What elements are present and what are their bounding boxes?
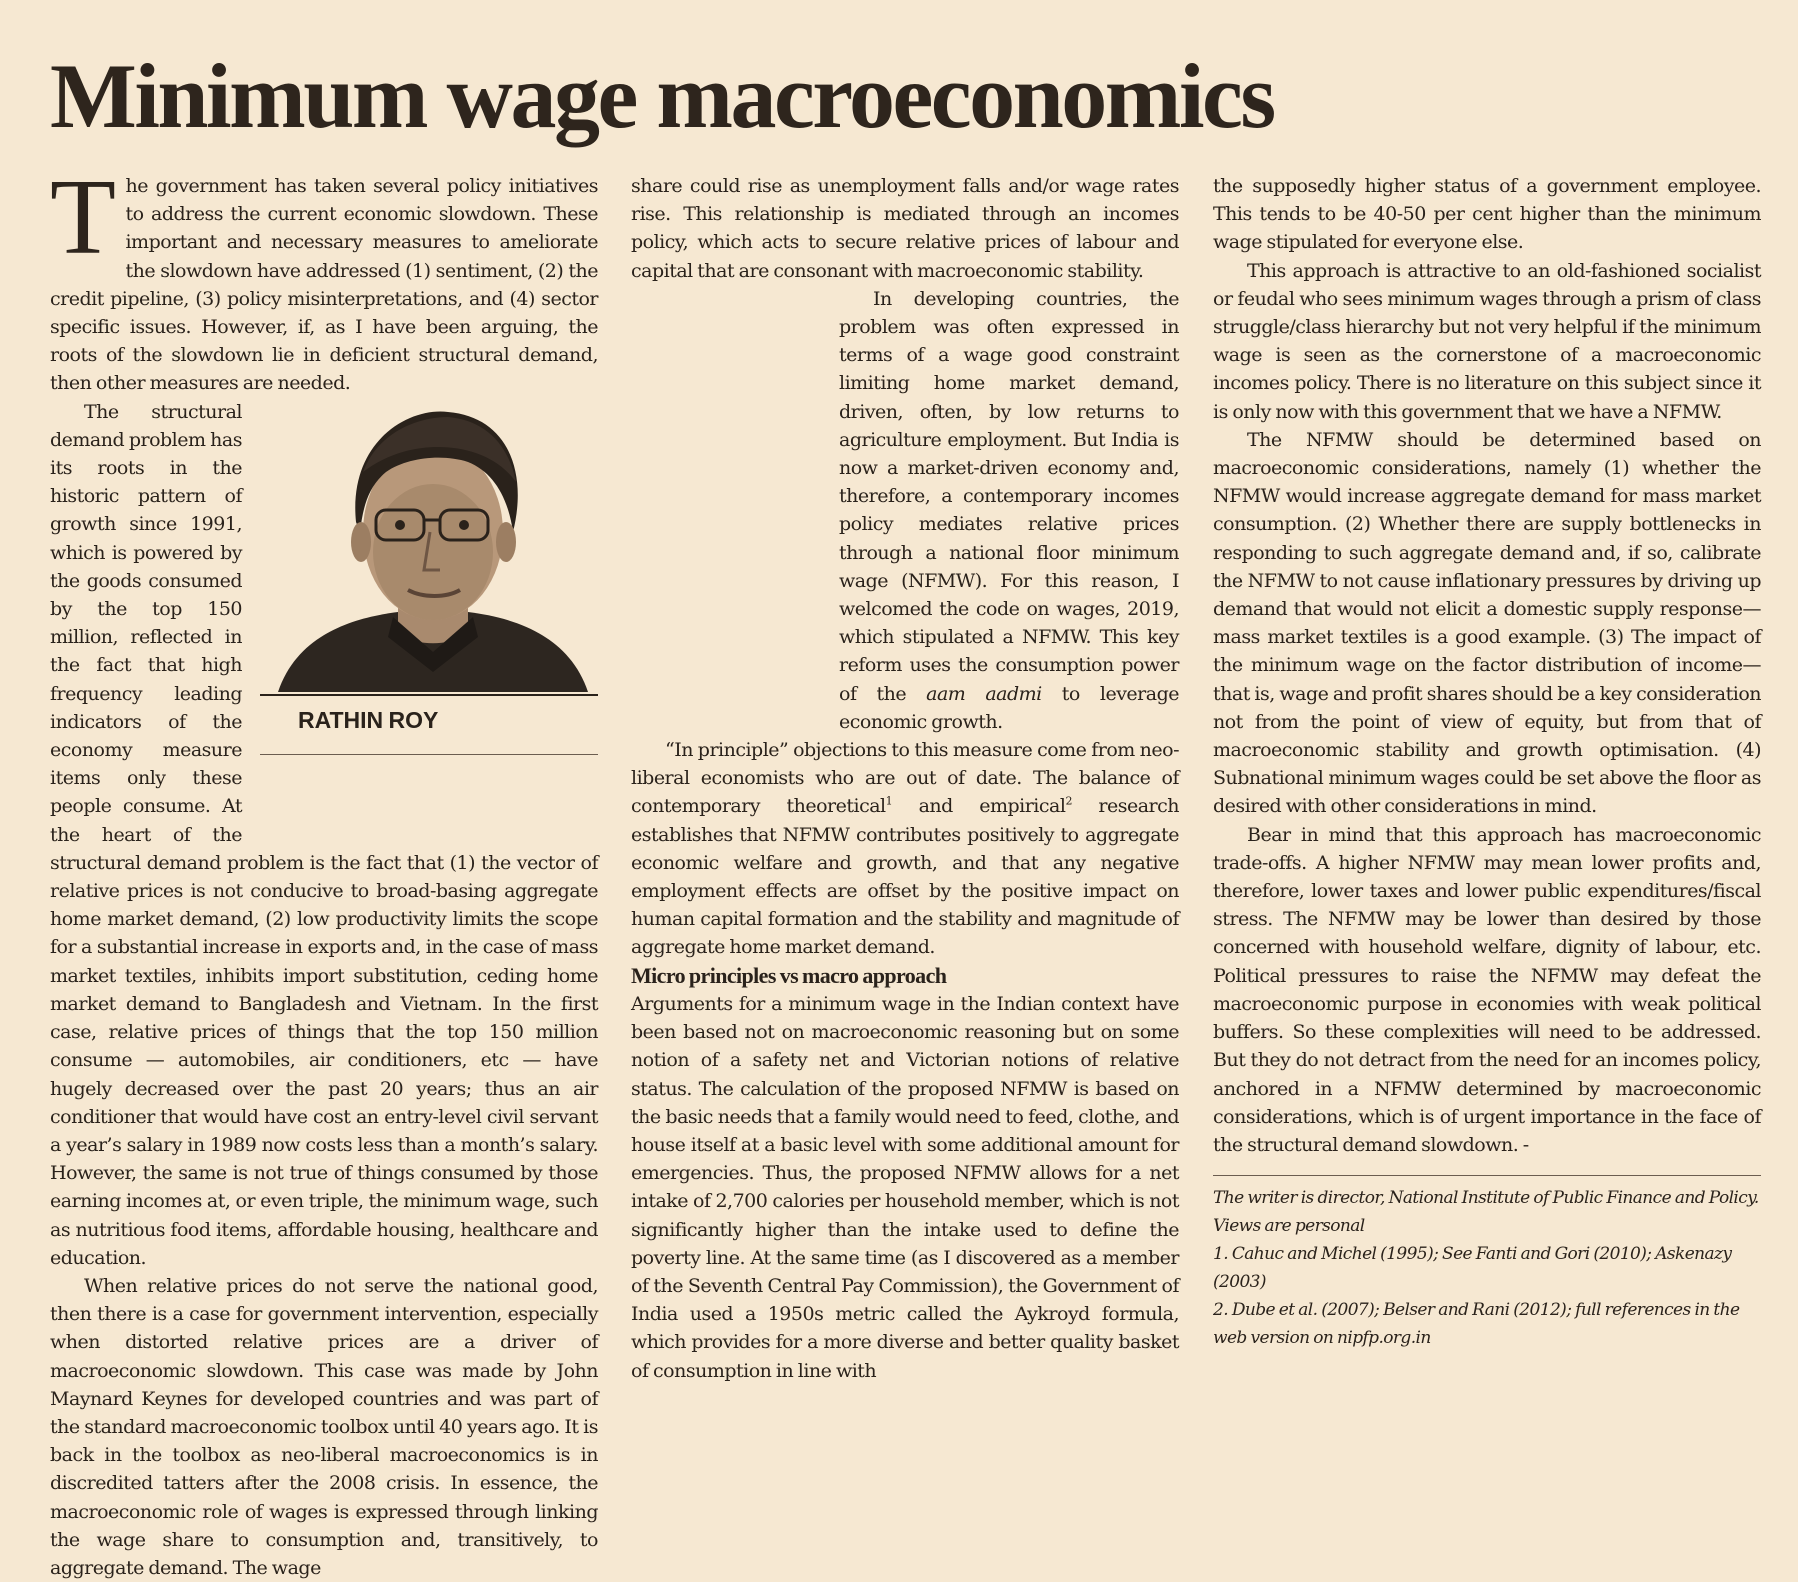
paragraph: When relative prices do not serve the national good, then there is a case for government intervention, especially when distorted relative prices are a driver of macroeconomic slowdown. This case was made by John Maynard Keynes for developed countries and was part of the standard macroeconomic toolbox until 40 years ago. It is back in the toolbox as neo-liberal macroeconomics is in discredited tatters after the 2008 crisis. In essence, the macroeconomic role of wages is expressed through linking the wage share to consumption and, transitively, to aggregate demand. The wage: [50, 1274, 598, 1579]
footnote-ref: 1: [885, 795, 893, 809]
paragraph: Bear in mind that this approach has macroeconomic trade-offs. A higher NFMW may mean lower profits and, therefore, lower taxes and lower public expenditures/fiscal stress. The NFMW may be lower than desired by those concerned with household welfare, dignity of labour, etc. Political pressures to raise the NFMW may defeat the macroeconomic purpose in economies with weak political buffers. So these complexities will need to be addressed. But they do not detract from the need for an incomes policy, anchored in a NFMW determined by macroeconomic considerations, which is of urgent importance in the face of the structural demand slowdown. -: [1213, 823, 1761, 1156]
paragraph-text: “In principle” objections to this measure come from neo-liberal economists who are out of date. The balance of contemporary theoretical: [631, 739, 1179, 818]
paragraph: [631, 736, 1179, 962]
subheading: Micro principles vs macro approach: [631, 962, 947, 988]
footnote-1: 1. Cahuc and Michel (1995); See Fanti and Gori (2010); Askenazy (2003): [1213, 1244, 1732, 1293]
author-byline: RATHIN ROY: [298, 706, 439, 733]
paragraph-text: to leverage economic growth.: [839, 682, 1179, 733]
article-column-1: [50, 158, 598, 1582]
paragraph: [631, 285, 1179, 736]
paragraph: [50, 158, 598, 398]
paragraph-text: and empirical: [918, 795, 1066, 818]
footnote-2: 2. Dube et al. (2007); Belser and Rani (2012); full references in the web version on nipfp.org.in: [1213, 1300, 1740, 1349]
paragraph-text: he government has taken several policy initiatives to address the current economic slowdown. These important and necessary measures to ameliorate the slowdown have addressed (1) sentiment, (2) the credit pipeline, (3) policy misinterpretations, and (4) sector specific issues. However, if, as I have been arguing, the roots of the slowdown lie in deficient structural demand, then other measures are needed.: [50, 175, 598, 395]
paragraph: This approach is attractive to an old-fashioned socialist or feudal who sees minimum wages through a prism of class struggle/class hierarchy but not very helpful if the minimum wage is seen as the cornerstone of a macroeconomic incomes policy. There is no literature on this subject since it is only now with this government that we have a NFMW.: [1213, 259, 1761, 423]
portrait-image: [268, 402, 598, 692]
drop-cap: T: [50, 158, 116, 277]
end-rule: [1213, 1175, 1761, 1176]
author-note: The writer is director, National Institute of Public Finance and Policy. Views are personal: [1213, 1188, 1759, 1237]
byline-rule: [260, 754, 598, 755]
paragraph-text: In developing countries, the problem was often expressed in terms of a wage good constraint limiting home market demand, driven, often, by low returns to agriculture employment. But India is now a market-driven economy and, therefore, a contemporary incomes policy mediates relative prices through a national floor minimum wage (NFMW). For this reason, I welcomed the code on wages, 2019, which stipulated a NFMW. This key reform uses the consumption power of the: [839, 287, 1179, 705]
paragraph-text: The structural demand problem has its roots in the historic pattern of growth since 1991, which is powered by the goods consumed by the top 150 million, reflected in the fact that high frequency leading indicators of the economy measure items only these people consume. At the heart of the structural demand problem is the fact that (1) the vector of relative prices is not conducive to broad-basing aggregate home market demand, (2) low productivity limits the scope for a substantial increase in exports and, in the case of mass market textiles, inhibits import substitution, ceding home market demand to Bangladesh and Vietnam. In the first case, relative prices of things that the top 150 million consume — automobiles, air conditioners, etc — have hugely decreased over the past 20 years; thus an air conditioner that would have cost an entry-level civil servant a year’s salary in 1989 now costs less than a month’s salary. However, the same is not true of things consumed by those earning incomes at, or even triple, the minimum wage, such as nutritious food items, affordable housing, healthcare and education.: [50, 400, 598, 1269]
photo-rule: [260, 694, 598, 696]
paragraph: [50, 398, 598, 1272]
italic-term: aam aadmi: [926, 682, 1042, 705]
paragraph: The NFMW should be determined based on macroeconomic considerations, namely (1) whether the NFMW would increase aggregate demand for mass market consumption. (2) Whether there are supply bottlenecks in responding to such aggregate demand and, if so, calibrate the NFMW to not cause inflationary pressures by driving up demand that would not elicit a domestic supply response—mass market textiles is a good example. (3) The impact of the minimum wage on the factor distribution of income— that is, wage and profit shares should be a key consideration not from the point of view of equity, but from that of macroeconomic stability and growth optimisation. (4) Subnational minimum wages could be set above the floor as desired with other considerations in mind.: [1213, 428, 1761, 818]
article-column-3: [1213, 172, 1761, 1352]
headline: Minimum wage macroeconomics: [50, 45, 1274, 147]
paragraph-text: research establishes that NFMW contributes positively to aggregate economic welfare and growth, and that any negative employment effects are offset by the positive impact on human capital formation and the stability and magnitude of aggregate home market demand.: [631, 795, 1179, 959]
paragraph: the supposedly higher status of a government employee. This tends to be 40-50 per cent higher than the minimum wage stipulated for everyone else.: [1213, 175, 1761, 254]
author-portrait: [268, 402, 598, 692]
photo-spacer: [631, 285, 821, 715]
author-photo-block: [260, 402, 598, 832]
article-column-2: [631, 172, 1179, 1385]
footnote-ref: 2: [1065, 795, 1072, 809]
paragraph: share could rise as unemployment falls and/or wage rates rise. This relationship is mediated through an incomes policy, which acts to secure relative prices of labour and capital that are consonant with macroeconomic stability.: [631, 175, 1179, 282]
paragraph: Arguments for a minimum wage in the Indian context have been based not on macroeconomic reasoning but on some notion of a safety net and Victorian notions of relative status. The calculation of the proposed NFMW is based on the basic needs that a family would need to feed, clothe, and house itself at a basic level with some additional amount for emergencies. Thus, the proposed NFMW allows for a net intake of 2,700 calories per household member, which is not significantly higher than the intake used to define the poverty line. At the same time (as I discovered as a member of the Seventh Central Pay Commission), the Government of India used a 1950s metric called the Aykroyd formula, which provides for a more diverse and better quality basket of consumption in line with: [631, 992, 1179, 1382]
